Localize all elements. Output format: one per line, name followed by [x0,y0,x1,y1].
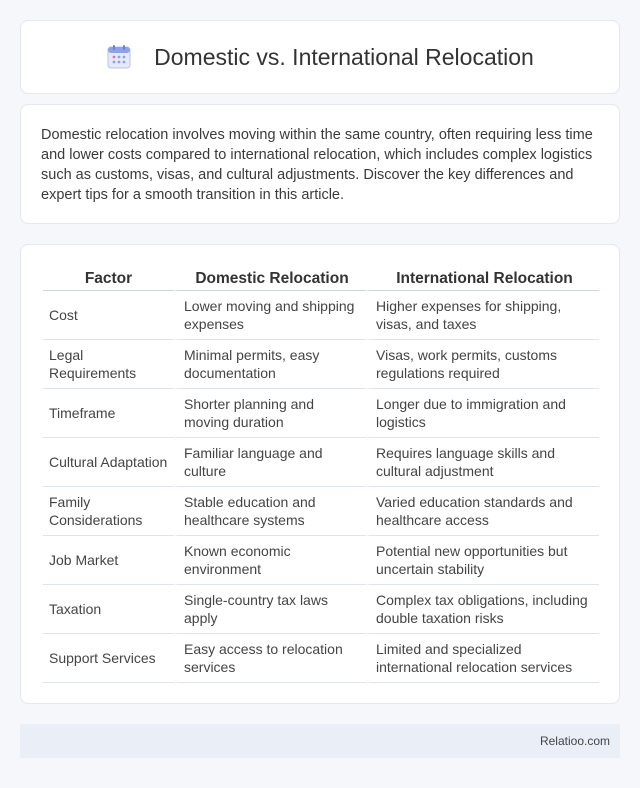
header [106,44,534,71]
international-cell: Complex tax obligations, including double taxation risks [366,585,599,634]
international-cell: Longer due to immigration and logistics [366,389,599,438]
table-row [43,487,599,536]
calendar-icon [106,44,132,70]
column-header-domestic: Domestic Relocation [174,265,366,291]
intro-card [20,104,620,224]
international-cell: Higher expenses for shipping, visas, and taxes [366,291,599,340]
international-cell: Visas, work permits, customs regulations required [366,340,599,389]
domestic-cell: Easy access to relocation services [174,634,366,683]
domestic-cell: Familiar language and culture [174,438,366,487]
footer-brand: Relatioo.com [539,734,610,748]
comparison-table [43,265,599,683]
page-title: Domestic vs. International Relocation [154,43,534,70]
domestic-cell: Shorter planning and moving duration [174,389,366,438]
factor-cell: Cultural Adaptation [43,438,174,487]
international-cell: Varied education standards and healthcare access [366,487,599,536]
factor-cell: Family Considerations [43,487,174,536]
factor-cell: Job Market [43,536,174,585]
table-row [43,585,599,634]
domestic-cell: Lower moving and shipping expenses [174,291,366,340]
table-row [43,340,599,389]
international-cell: Requires language skills and cultural adjustment [366,438,599,487]
header-card [20,20,620,94]
column-header-factor: Factor [43,265,174,291]
domestic-cell: Stable education and healthcare systems [174,487,366,536]
domestic-cell: Single-country tax laws apply [174,585,366,634]
table-row [43,389,599,438]
factor-cell: Support Services [43,634,174,683]
table-row [43,291,599,340]
domestic-cell: Known economic environment [174,536,366,585]
international-cell: Potential new opportunities but uncertain stability [366,536,599,585]
footer [20,724,620,758]
column-header-international: International Relocation [366,265,599,291]
factor-cell: Taxation [43,585,174,634]
factor-cell: Cost [43,291,174,340]
table-row [43,536,599,585]
comparison-card [20,244,620,704]
table-header-row [43,265,599,291]
table-row [43,634,599,683]
domestic-cell: Minimal permits, easy documentation [174,340,366,389]
international-cell: Limited and specialized international relocation services [366,634,599,683]
factor-cell: Legal Requirements [43,340,174,389]
intro-paragraph: Domestic relocation involves moving within the same country, often requiring less time and lower costs compared to international relocation, which includes complex logistics such as customs, visas, and cultural adjustments. Discover the key differences and expert tips for a smooth transition in this article. [41,127,593,203]
table-row [43,438,599,487]
factor-cell: Timeframe [43,389,174,438]
